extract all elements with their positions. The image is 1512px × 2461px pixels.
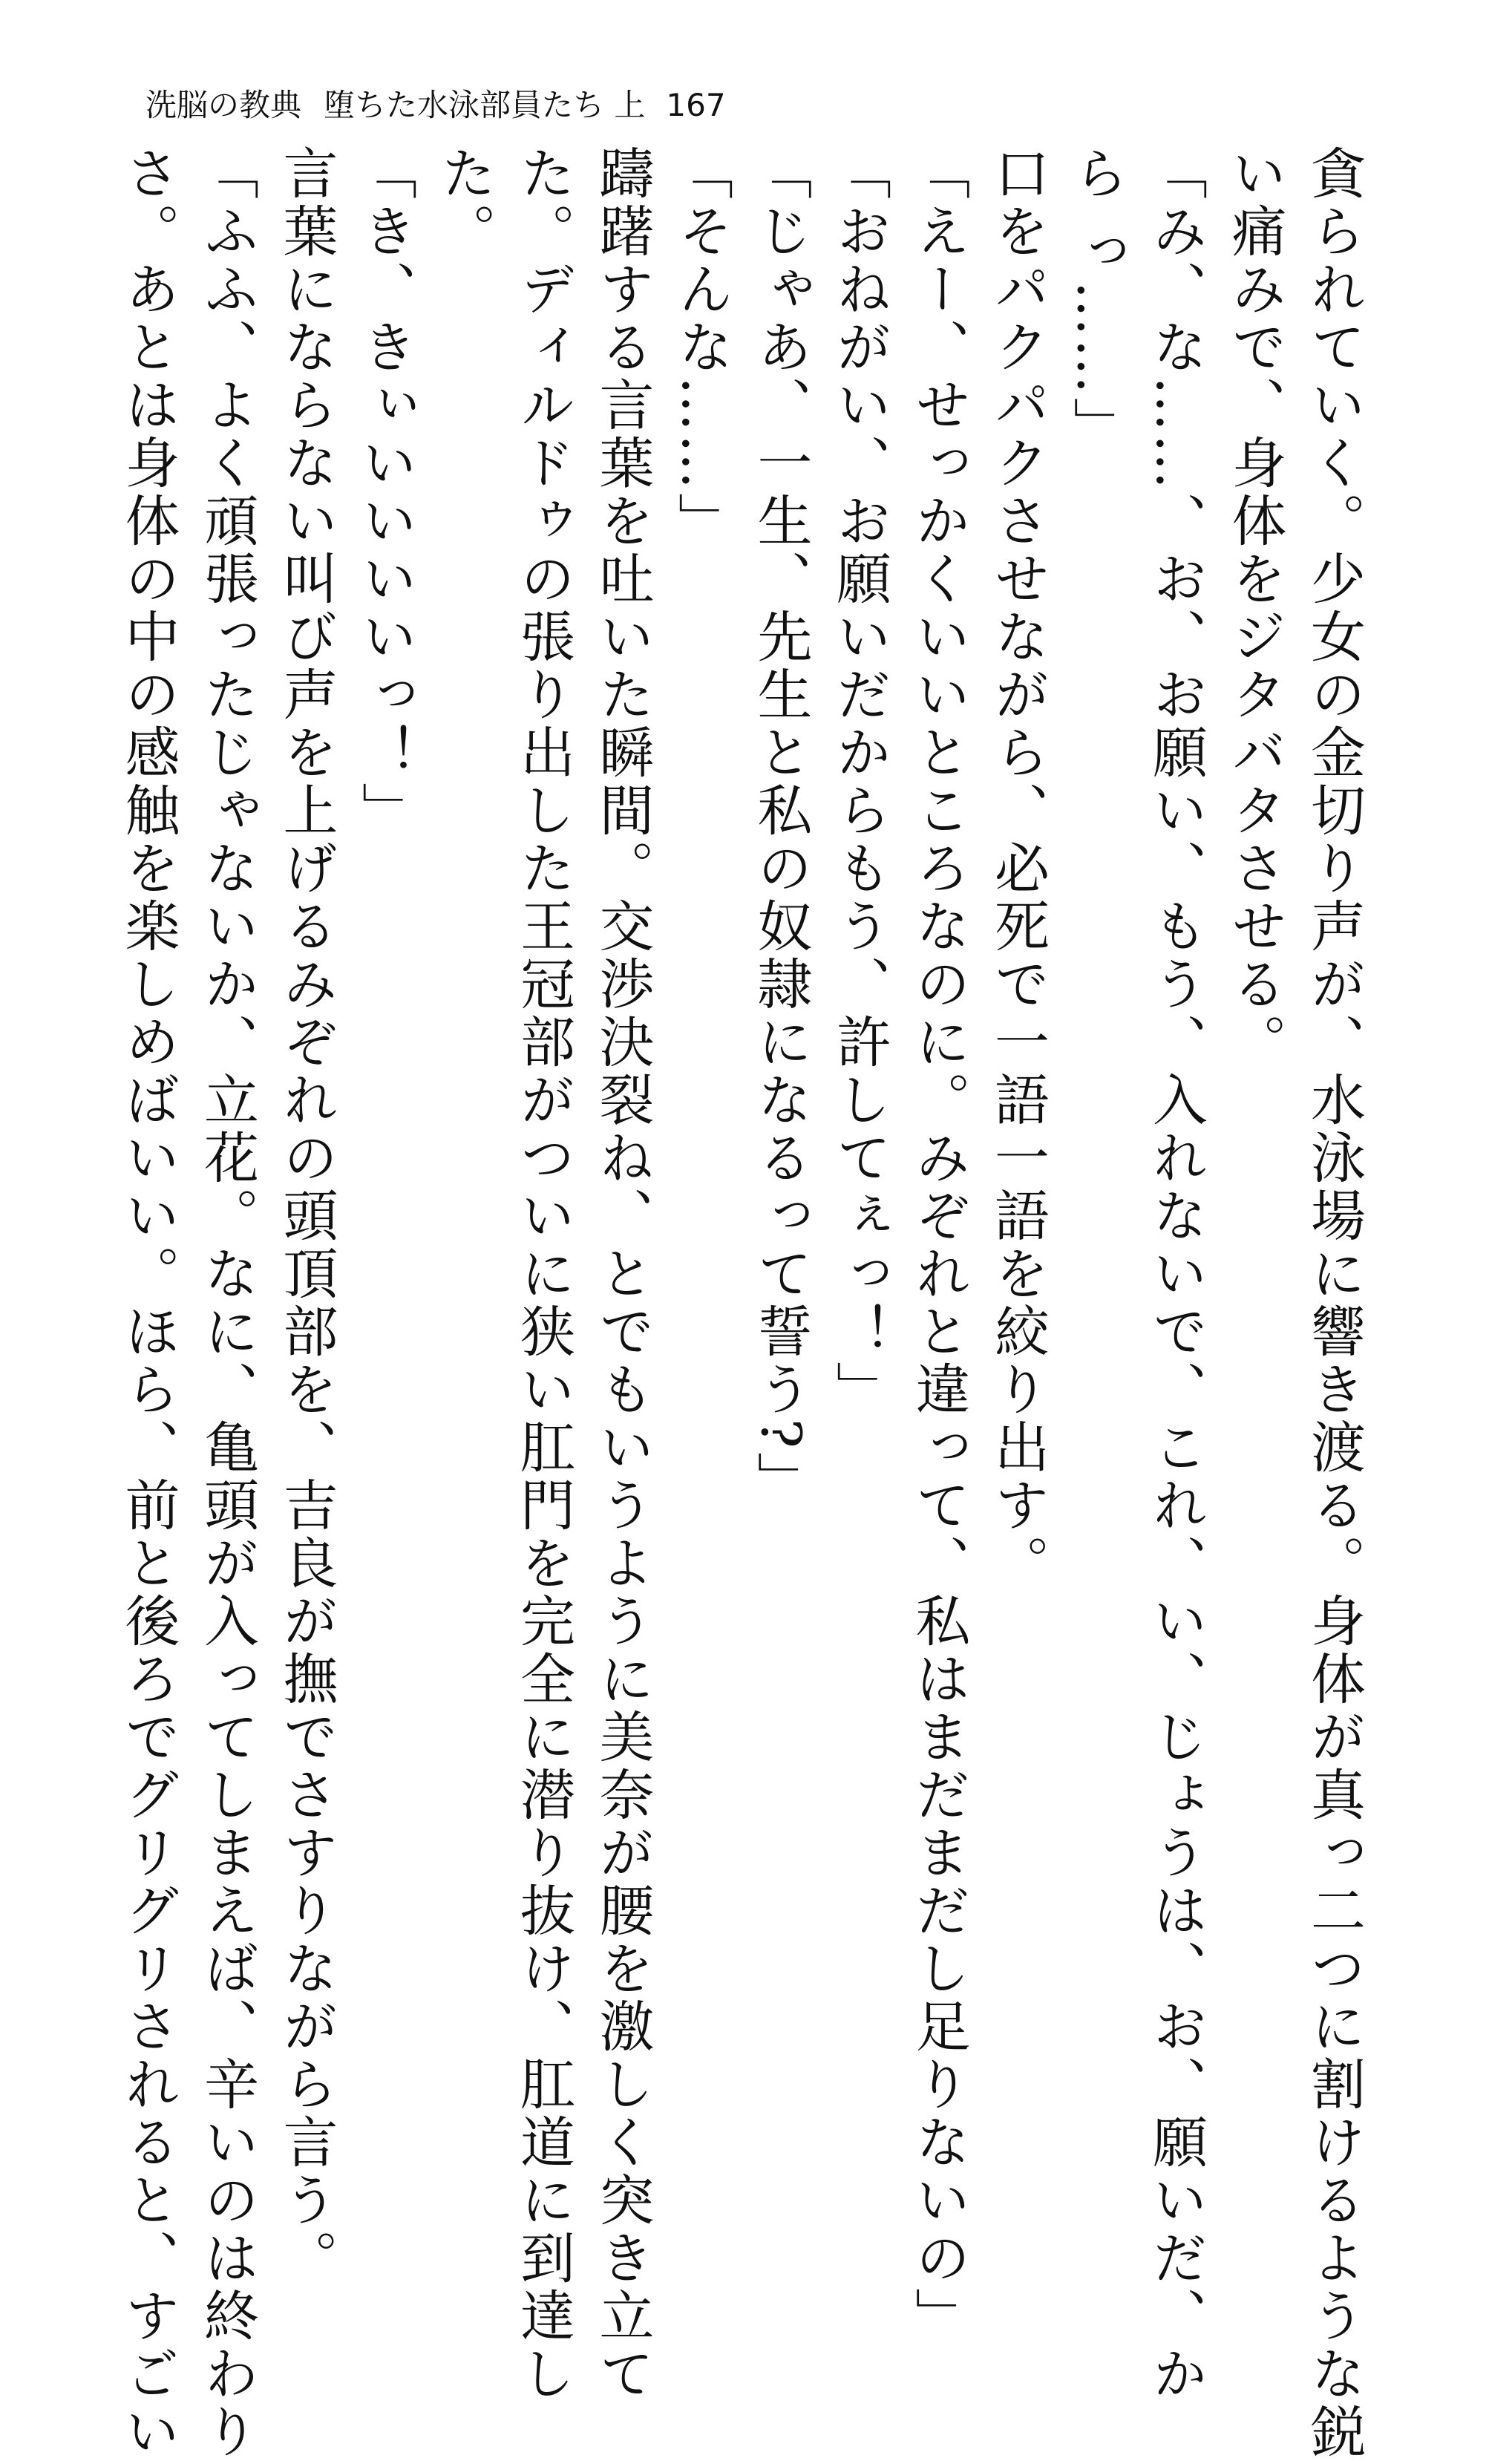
- text-line: た。ディルドゥの張り出した王冠部がついに狭い肛門を完全に潜り抜け、肛道に到達し: [511, 145, 575, 2403]
- text-line: 「き、きぃいいいいっ！」: [353, 145, 417, 840]
- text-line: 言葉にならない叫び声を上げるみぞれの頭頂部を、吉良が撫でさすりながら言う。: [274, 145, 338, 2287]
- text-line: さ。あとは身体の中の感触を楽しめばいい。ほら、前と後ろでグリグリされると、すごい: [116, 145, 180, 2461]
- text-line: 「ふふ、よく頑張ったじゃないか、立花。なに、亀頭が入ってしまえば、辛いのは終わり: [195, 145, 259, 2461]
- text-line: 口をパクパクさせながら、必死で一語一語を絞り出す。: [986, 145, 1050, 1592]
- text-line: い痛みで、身体をジタバタさせる。: [1223, 145, 1287, 1071]
- text-line: 貪られていく。少女の金切り声が、水泳場に響き渡る。身体が真っ二つに割けるような鋭: [1302, 145, 1366, 2461]
- text-line: 「えー、せっかくいいところなのに。みぞれと違って、私はまだまだし足りないの」: [906, 145, 971, 2345]
- vertical-body-text: [116, 145, 1373, 2461]
- text-line: 「じゃあ、一生、先生と私の奴隷になるって誓う?」: [748, 145, 813, 1509]
- text-line: 「そんな……」: [670, 145, 733, 550]
- text-line: 「み、な……、お、お願い、もう、入れないで、これ、い、じょうは、お、願いだ、か: [1144, 145, 1208, 2403]
- text-line: 「おねがい、お願いだからもう、許してぇっ！」: [828, 145, 891, 1419]
- text-line: た。: [432, 145, 497, 261]
- book-subtitle: 堕ちた水泳部員たち 上: [324, 87, 646, 123]
- running-header: [145, 83, 726, 128]
- text-line: ら っ……」: [1064, 145, 1129, 455]
- book-title: 洗脳の教典: [145, 87, 302, 123]
- page-number: 167: [666, 87, 726, 123]
- text-line: 躊躇する言葉を吐いた瞬間。交渉決裂ね、とでもいうように美奈が腰を激しく突き立て: [590, 145, 655, 2403]
